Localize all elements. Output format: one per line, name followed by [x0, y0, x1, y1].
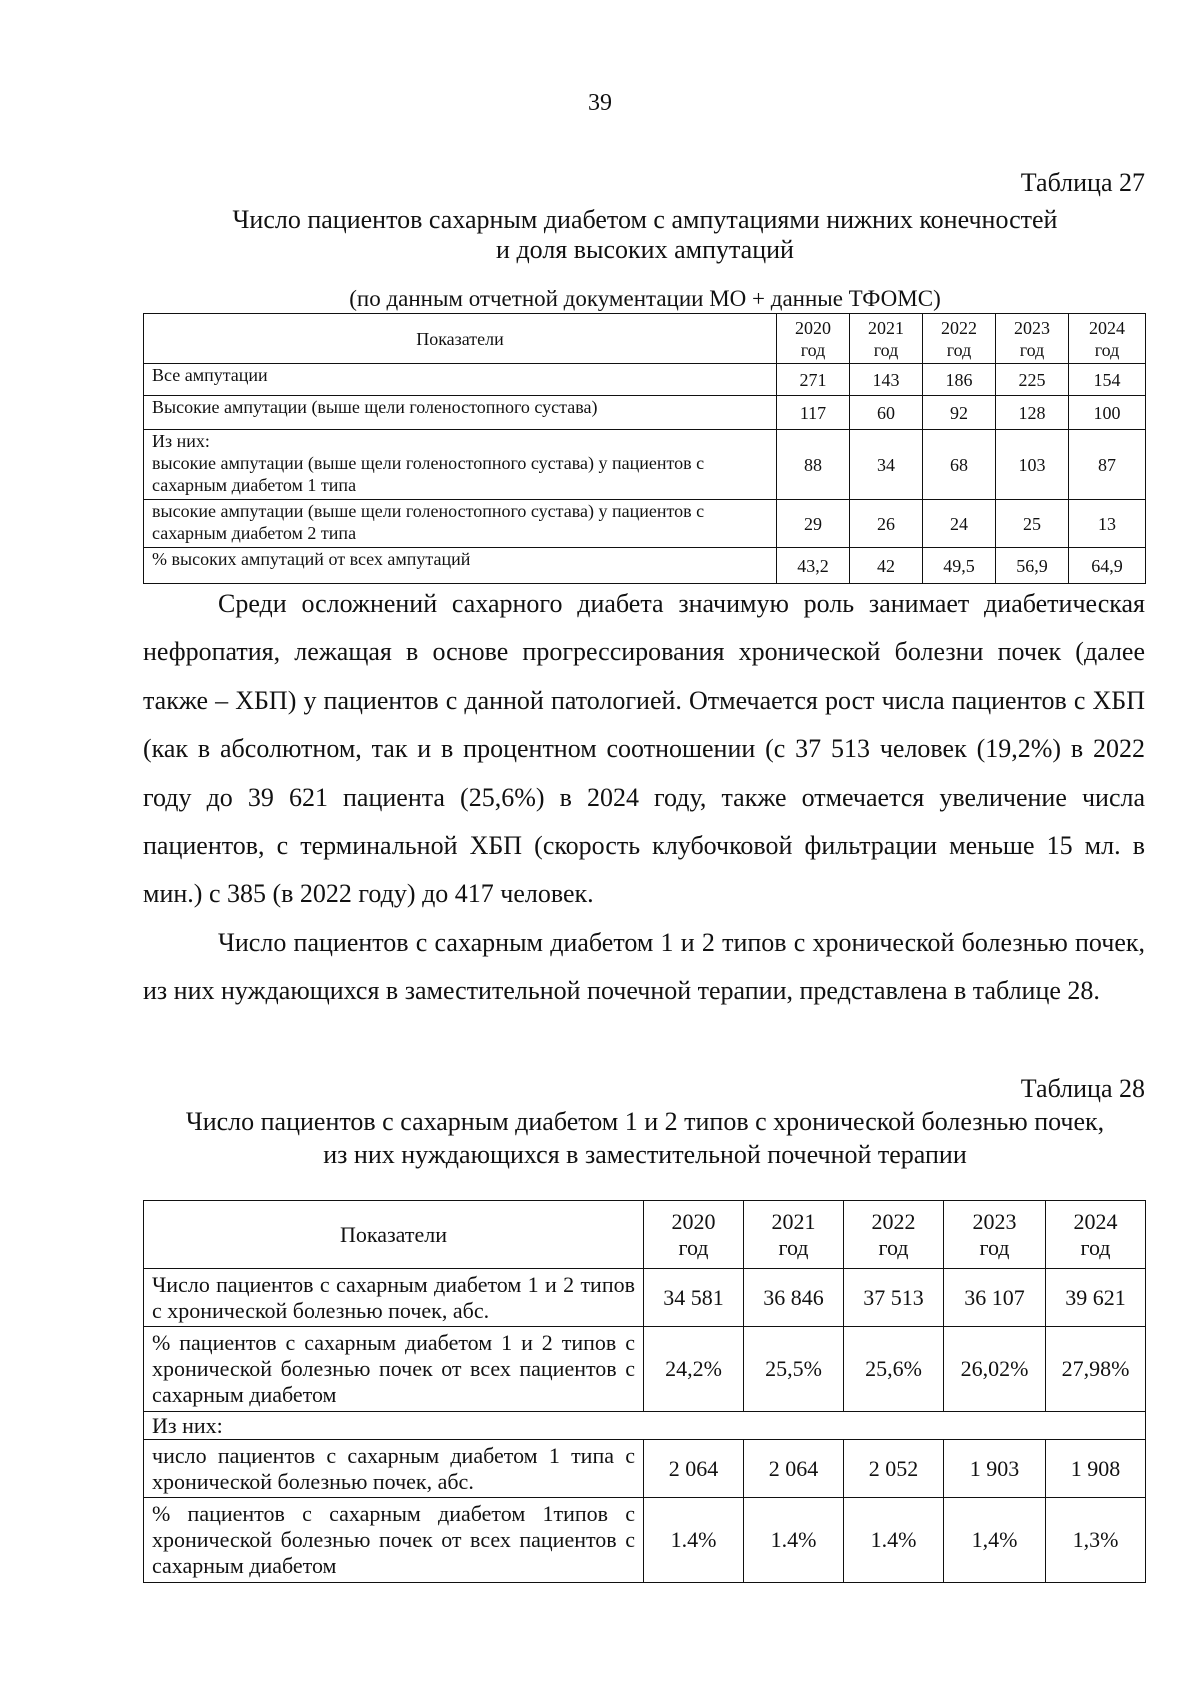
table27-year-2024: 2024 год: [1069, 314, 1146, 364]
row-label: Число пациентов с сахарным диабетом 1 и 2 типов с хронической болезнью почек, абс.: [144, 1269, 644, 1327]
table-row: [144, 430, 1146, 500]
cell-value: 25,6%: [844, 1327, 944, 1412]
cell-value: 25: [996, 500, 1069, 548]
cell-value: 87: [1069, 430, 1146, 500]
table27-year-2021: 2021 год: [850, 314, 923, 364]
paragraph-1: Среди осложнений сахарного диабета значимую роль занимает диабетическая нефропатия, лежащая в основе прогрессирования хронической болезни почек (далее также – ХБП) у пациентов с данной патологией. Отмечается рост числа пациентов с ХБП (как в абсолютном, так и в процентном соотношении (с 37 513 человек (19,2%) в 2022 году до 39 621 пациента (25,6%) в 2024 году, также отмечается увеличение числа пациентов, с терминальной ХБП (скорость клубочковой фильтрации меньше 15 мл. в мин.) с 385 (в 2022 году) до 417 человек.: [143, 589, 1145, 909]
cell-value: 1.4%: [744, 1498, 844, 1583]
row-label: Из них: высокие ампутации (выше щели голеностопного сустава) у пациентов с сахарным диабетом 1 типа: [144, 430, 777, 500]
table28-header-row: [144, 1201, 1146, 1269]
cell-value: 56,9: [996, 548, 1069, 584]
cell-value: 34 581: [644, 1269, 744, 1327]
table27-header-label: Показатели: [144, 314, 777, 364]
table-row: [144, 1269, 1146, 1327]
cell-value: 2 052: [844, 1440, 944, 1498]
cell-value: 117: [777, 396, 850, 430]
table27-year-2022: 2022 год: [923, 314, 996, 364]
cell-value: 103: [996, 430, 1069, 500]
table28-year-2020: 2020 год: [644, 1201, 744, 1269]
table27-title-line2: и доля высоких ампутаций: [496, 235, 794, 264]
cell-value: 37 513: [844, 1269, 944, 1327]
cell-value: 26,02%: [944, 1327, 1046, 1412]
cell-value: 1,3%: [1046, 1498, 1146, 1583]
row-label: Высокие ампутации (выше щели голеностопного сустава): [144, 396, 777, 430]
cell-value: 49,5: [923, 548, 996, 584]
table-row: [144, 1327, 1146, 1412]
table-row: [144, 1440, 1146, 1498]
cell-value: 271: [777, 364, 850, 396]
table27-subtitle: (по данным отчетной документации МО + данные ТФОМС): [349, 286, 941, 311]
cell-value: 154: [1069, 364, 1146, 396]
cell-value: 1 903: [944, 1440, 1046, 1498]
cell-value: 13: [1069, 500, 1146, 548]
cell-value: 64,9: [1069, 548, 1146, 584]
table-row: [144, 364, 1146, 396]
table27-caption: Таблица 27: [1020, 168, 1145, 197]
cell-value: 100: [1069, 396, 1146, 430]
cell-value: 1 908: [1046, 1440, 1146, 1498]
table28-subheader: Из них:: [144, 1412, 1146, 1440]
cell-value: 92: [923, 396, 996, 430]
table28: [143, 1200, 1146, 1583]
cell-value: 68: [923, 430, 996, 500]
table28-year-2022: 2022 год: [844, 1201, 944, 1269]
cell-value: 1,4%: [944, 1498, 1046, 1583]
table-row: [144, 548, 1146, 584]
cell-value: 186: [923, 364, 996, 396]
table27: [143, 313, 1146, 584]
cell-value: 26: [850, 500, 923, 548]
cell-value: 225: [996, 364, 1069, 396]
cell-value: 143: [850, 364, 923, 396]
row-label: % пациентов с сахарным диабетом 1 и 2 типов с хронической болезнью почек от всех пациентов с сахарным диабетом: [144, 1327, 644, 1412]
table-row: [144, 500, 1146, 548]
row-label: % высоких ампутаций от всех ампутаций: [144, 548, 777, 584]
table28-header-label: Показатели: [144, 1201, 644, 1269]
cell-value: 88: [777, 430, 850, 500]
cell-value: 60: [850, 396, 923, 430]
table28-subheader-row: [144, 1412, 1146, 1440]
table-row: [144, 396, 1146, 430]
table-row: [144, 1498, 1146, 1583]
table28-caption: Таблица 28: [1020, 1074, 1145, 1103]
cell-value: 36 107: [944, 1269, 1046, 1327]
table28-year-2023: 2023 год: [944, 1201, 1046, 1269]
cell-value: 1.4%: [644, 1498, 744, 1583]
cell-value: 2 064: [644, 1440, 744, 1498]
cell-value: 1.4%: [844, 1498, 944, 1583]
table27-header-row: [144, 314, 1146, 364]
cell-value: 43,2: [777, 548, 850, 584]
row-label: % пациентов с сахарным диабетом 1типов с хронической болезнью почек от всех пациентов с сахарным диабетом: [144, 1498, 644, 1583]
cell-value: 24,2%: [644, 1327, 744, 1412]
table27-year-2020: 2020 год: [777, 314, 850, 364]
cell-value: 24: [923, 500, 996, 548]
cell-value: 128: [996, 396, 1069, 430]
cell-value: 36 846: [744, 1269, 844, 1327]
cell-value: 2 064: [744, 1440, 844, 1498]
cell-value: 29: [777, 500, 850, 548]
body-text: [143, 580, 1145, 1016]
row-label: высокие ампутации (выше щели голеностопного сустава) у пациентов с сахарным диабетом 2 типа: [144, 500, 777, 548]
table28-year-2021: 2021 год: [744, 1201, 844, 1269]
cell-value: 34: [850, 430, 923, 500]
cell-value: 42: [850, 548, 923, 584]
paragraph-2: Число пациентов с сахарным диабетом 1 и 2 типов с хронической болезнью почек, из них нуждающихся в заместительной почечной терапии, представлена в таблице 28.: [143, 927, 1145, 1006]
table27-title-line1: Число пациентов сахарным диабетом с ампутациями нижних конечностей: [232, 205, 1058, 234]
table28-title-line1: Число пациентов с сахарным диабетом 1 и 2 типов с хронической болезнью почек,: [185, 1107, 1105, 1136]
cell-value: 39 621: [1046, 1269, 1146, 1327]
table28-title-line2: из них нуждающихся в заместительной почечной терапии: [323, 1140, 967, 1169]
table28-year-2024: 2024 год: [1046, 1201, 1146, 1269]
table27-year-2023: 2023 год: [996, 314, 1069, 364]
row-label: число пациентов с сахарным диабетом 1 типа с хронической болезнью почек, абс.: [144, 1440, 644, 1498]
row-label-prefix: Из них:: [152, 431, 210, 451]
cell-value: 27,98%: [1046, 1327, 1146, 1412]
row-label: Все ампутации: [144, 364, 777, 396]
cell-value: 25,5%: [744, 1327, 844, 1412]
page-number: 39: [588, 90, 612, 116]
